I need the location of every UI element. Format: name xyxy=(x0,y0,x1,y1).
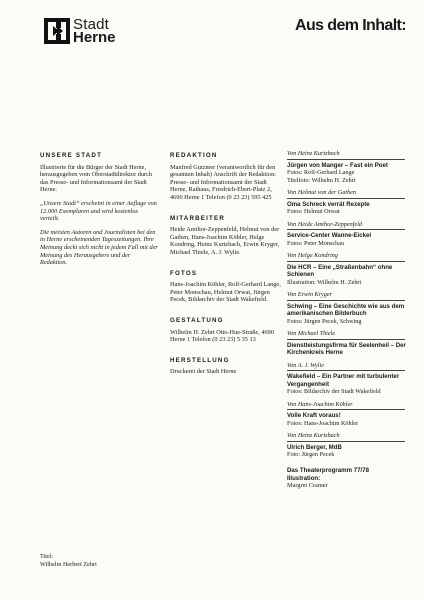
fotos-heading: FOTOS xyxy=(170,269,198,277)
entry-credit: Fotos: Jürgen Pecek, Schwing xyxy=(287,317,362,325)
about-paragraph: Illustrierte für die Bürger der Stadt Herne, herausgegeben vom Oberstadtdirektor durch das Presse- und Informationsamt der Stadt Herne. xyxy=(40,163,153,194)
entry-divider xyxy=(287,159,405,160)
imprint-column xyxy=(170,152,282,389)
mitarbeiter-heading: MITARBEITER xyxy=(170,214,226,222)
entry-author: Von Helge Kondring xyxy=(287,252,338,260)
unsere-stadt-heading: UNSERE STADT xyxy=(40,152,103,159)
entry-credit: Illustration: Wilhelm H. Zehrt xyxy=(287,278,362,286)
herstellung-text: Druckerei der Stadt Herne xyxy=(170,368,237,376)
entry-title: Volle Kraft voraus! xyxy=(287,412,341,420)
contents-entry xyxy=(287,432,409,459)
theater-illustration-label: Illustration: xyxy=(287,474,321,482)
entry-title: Die HCR – Eine „Straßenbahn“ ohne Schienen xyxy=(287,263,393,279)
entry-divider xyxy=(287,300,405,301)
entry-author: Von Erwin Kryger xyxy=(287,291,333,299)
theater-entry xyxy=(287,467,409,490)
contents-column xyxy=(287,150,409,490)
fotos-text: Hans-Joachim Köhler, Rolf-Gerhard Lange, Peter Monschau, Helmut Orwat, Jürgen Pecek, Bildarchiv der Stadt Wakefield. xyxy=(170,281,281,304)
entry-title: Jürgen von Manger – Fast ein Poet xyxy=(287,161,388,169)
entry-divider xyxy=(287,198,405,199)
cover-credit xyxy=(40,553,97,569)
entry-author: Von Heinz Kurtzbach xyxy=(287,150,340,157)
entry-credit: Foto: Jürgen Pecek xyxy=(287,451,335,459)
gestaltung-heading: GESTALTUNG xyxy=(170,316,224,324)
entry-divider xyxy=(287,370,405,371)
contents-entry xyxy=(287,252,409,286)
gestaltung-text: Wilhelm H. Zehrt Otto-Hue-Straße, 4690 Herne 1 Telefon (0 23 23) 5 35 13 xyxy=(170,328,274,344)
entry-author: Von A. J. Wylie xyxy=(287,361,324,369)
entry-title: Schwing – Eine Geschichte wie aus dem amerikanischen Bilderbuch xyxy=(287,302,405,318)
logo-line-herne: Herne xyxy=(73,29,116,46)
entry-title: Wakefield – Ein Partner mit turbulenter Vergangenheit xyxy=(287,373,400,388)
entry-title: Service-Center Wanne-Eickel xyxy=(287,232,372,240)
entry-divider xyxy=(287,229,405,230)
disclaimer-paragraph: Die meisten Autoren und Journalisten bei den in Herne erscheinenden Tageszeitungen. Ihre Meinung deckt sich nicht in jedem Fall mit der Meinung des Herausgebers und der Redaktion. xyxy=(40,228,158,267)
entry-credit: Titelfoto: Wilhelm H. Zehrt xyxy=(287,176,356,184)
redaktion-text: Manfred Gutzmer (verantwortlich für den gesamten Inhalt) Anschrift der Redaktion: Presse- und Informationsamt der Stadt Herne, Rathaus, Friedrich-Ebert-Platz 2, 4690 Herne 1 Telefon (0 23 23) 595 425 xyxy=(170,163,276,201)
logo-line-stadt: Stadt xyxy=(73,16,110,33)
herne-emblem-icon xyxy=(44,18,70,44)
mitarbeiter-text: Heide Amthor-Zeppenfeld, Helmut von der Gathen, Hans-Joachim Köhler, Helge Kondring, Heinz Kurtzbach, Erwin Kryger, Michael Thiele, A. J. Wylie. xyxy=(170,226,280,256)
entry-author: Von Heide Amthor-Zeppenfeld xyxy=(287,220,363,228)
entry-credit: Fotos: Bildarchiv der Stadt Wakefield xyxy=(287,388,381,396)
contents-entry xyxy=(287,221,409,248)
herstellung-heading: HERSTELLUNG xyxy=(170,356,230,364)
entry-credit: Fotos: Helmut Orwat xyxy=(287,208,340,216)
stadt-herne-logo xyxy=(44,18,116,44)
cover-credit-label: Titel: xyxy=(40,553,54,560)
entry-divider xyxy=(287,409,405,410)
circulation-paragraph: „Unsere Stadt“ erscheint in einer Auflage von 12.000 Exemplaren und wird kostenlos verteilt. xyxy=(40,199,157,223)
contents-entry xyxy=(287,362,409,396)
contents-entry xyxy=(287,291,409,325)
cover-credit-name: Wilhelm Herbert Zehrt xyxy=(40,561,97,568)
entry-credit: Fotos: Hans-Joachim Köhler xyxy=(287,419,359,427)
entry-credit: Fotos: Peter Monschau xyxy=(287,239,345,247)
about-column xyxy=(40,152,158,273)
entry-author: Von Michael Thiele xyxy=(287,330,336,338)
entry-title: Ulrich Berger, MdB xyxy=(287,443,342,451)
entry-credit: Fotos: Rolf-Gerhard Lange xyxy=(287,169,355,176)
entry-author: Von Helmut von der Gathen xyxy=(287,189,357,197)
contents-entry xyxy=(287,401,409,428)
entry-author: Von Heinz Kurtzbach xyxy=(287,432,340,440)
entry-divider xyxy=(287,261,405,262)
entry-divider xyxy=(287,339,405,340)
contents-entry xyxy=(287,330,409,356)
entry-title: Dienstleistungsfirma für Seelenheil – Der Kirchenkreis Herne xyxy=(287,341,406,357)
entry-divider xyxy=(287,441,405,442)
logo-wordmark xyxy=(73,18,116,44)
redaktion-heading: REDAKTION xyxy=(170,152,218,159)
theater-title: Das Theaterprogramm 77/78 xyxy=(287,466,369,474)
entry-author: Von Hans-Joachim Köhler xyxy=(287,400,353,408)
contents-entry xyxy=(287,189,409,216)
contents-list xyxy=(287,150,409,459)
entry-title: Oma Schreck verrät Rezepte xyxy=(287,200,370,208)
contents-entry xyxy=(287,150,409,184)
contents-headline: Aus dem Inhalt: xyxy=(295,17,407,34)
theater-illustrator: Margret Cramer xyxy=(287,482,328,490)
